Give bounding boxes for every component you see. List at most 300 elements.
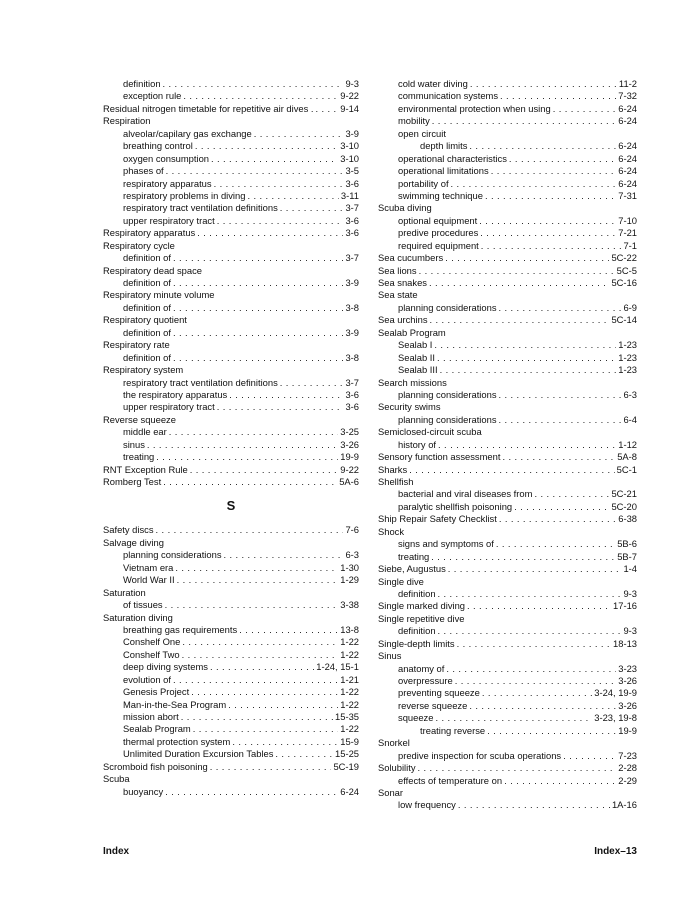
index-page-ref: 9-22 [340, 463, 359, 475]
index-subentry [378, 240, 637, 252]
dot-leader [229, 389, 343, 401]
index-subentry [103, 723, 359, 735]
dot-leader [438, 625, 622, 637]
index-term: signs and symptoms of [398, 538, 494, 550]
dot-leader [448, 563, 622, 575]
index-subentry [378, 352, 637, 364]
index-page-ref: 3-26 [340, 438, 359, 450]
dot-leader [419, 265, 615, 277]
footer-section-title: Index [103, 846, 130, 857]
index-entry [378, 762, 637, 774]
index-column-right [378, 78, 637, 812]
index-term: Sea lions [378, 264, 417, 276]
index-entry [103, 414, 359, 426]
dot-leader [467, 600, 611, 612]
index-term: bacterial and viral diseases from [398, 488, 533, 500]
index-page-ref: 3-23 [618, 662, 637, 674]
index-subentry [378, 675, 637, 687]
dot-leader [438, 439, 616, 451]
index-entry [378, 787, 637, 799]
index-term: squeeze [398, 712, 434, 724]
index-term: Scuba diving [378, 202, 432, 214]
index-term: of tissues [123, 599, 163, 611]
index-subentry [378, 439, 637, 451]
index-subentry [103, 711, 359, 723]
index-page-ref: 1-23 [618, 364, 637, 376]
index-term: treating [123, 451, 155, 463]
index-entry [378, 252, 637, 264]
index-subentry [378, 588, 637, 600]
index-subentry [378, 663, 637, 675]
index-page-ref: 5A-6 [339, 476, 359, 487]
dot-leader [479, 215, 616, 227]
index-term: environmental protection when using [398, 102, 551, 114]
index-page-ref: 3-26 [618, 699, 637, 711]
index-term: Salvage diving [103, 536, 164, 548]
index-term: Respiratory system [103, 364, 184, 376]
index-term: Siebe, Augustus [378, 563, 446, 575]
dot-leader [190, 464, 338, 476]
index-term: reverse squeeze [398, 699, 468, 711]
index-subentry [103, 327, 359, 339]
index-page-ref: 7-31 [618, 189, 637, 201]
index-page-ref: 3-38 [340, 599, 359, 611]
index-subentry [103, 165, 359, 177]
dot-leader [469, 140, 616, 152]
index-subentry [378, 775, 637, 787]
index-page-ref: 6-24 [618, 102, 637, 114]
index-subentry [103, 748, 359, 760]
dot-leader [480, 227, 616, 239]
index-subentry [103, 302, 359, 314]
index-entry [103, 115, 359, 127]
index-page-ref: 1-30 [340, 561, 359, 573]
index-column-left [103, 78, 359, 798]
index-entry [103, 339, 359, 351]
index-entry [378, 563, 637, 575]
index-term: breathing control [123, 140, 193, 152]
index-term: respiratory tract ventilation definitions [123, 202, 278, 214]
index-page-ref: 3-10 [340, 152, 359, 164]
index-term: Single marked diving [378, 600, 466, 612]
index-subentry [378, 687, 637, 699]
index-page-ref: 5C-19 [333, 760, 359, 772]
index-entry [378, 600, 637, 612]
index-term: sinus [123, 438, 145, 450]
index-subentry [103, 699, 359, 711]
index-subentry [378, 90, 637, 102]
index-term: upper respiratory tract [123, 401, 215, 413]
index-term: paralytic shellfish poisoning [398, 500, 513, 512]
dot-leader [496, 538, 615, 550]
index-page-ref: 2-29 [618, 774, 637, 786]
index-term: upper respiratory tract [123, 214, 215, 226]
dot-leader [500, 90, 616, 102]
index-subentry [378, 488, 637, 500]
index-term: mobility [398, 115, 430, 127]
index-page-ref: 3-9 [345, 277, 359, 288]
index-term: Respiratory dead space [103, 264, 203, 276]
index-page-ref: 6-9 [623, 301, 637, 313]
index-subentry [378, 725, 637, 737]
index-page-ref: 3-11 [340, 189, 359, 201]
index-page-ref: 6-3 [345, 549, 359, 561]
index-term: effects of temperature on [398, 774, 503, 786]
index-page-ref: 5B-7 [617, 550, 637, 562]
index-subentry [103, 674, 359, 686]
dot-leader [195, 140, 338, 152]
dot-leader [156, 451, 338, 463]
index-term: thermal protection system [123, 735, 231, 747]
index-page-ref: 5C-5 [616, 264, 637, 276]
dot-leader [239, 624, 338, 636]
index-term: swimming technique [398, 189, 483, 201]
index-term: low frequency [398, 799, 456, 811]
dot-leader [280, 202, 344, 214]
index-page-ref: 3-6 [345, 388, 359, 400]
index-term: Sea state [378, 289, 418, 301]
index-subentry [103, 549, 359, 561]
dot-leader [173, 674, 338, 686]
index-page-ref: 3-26 [618, 675, 637, 686]
index-term: Sealab I [398, 339, 433, 351]
index-term: the respiratory apparatus [123, 388, 228, 400]
index-page-ref: 1-22 [340, 723, 359, 735]
index-term: cold water diving [398, 78, 468, 89]
index-page-ref: 6-3 [623, 388, 637, 400]
index-term: anatomy of [398, 662, 445, 674]
index-subentry [103, 562, 359, 574]
index-term: operational limitations [398, 165, 489, 177]
dot-leader [173, 327, 343, 339]
index-page-ref: 3-9 [345, 127, 359, 139]
index-term: Sharks [378, 463, 408, 475]
dot-leader [165, 599, 339, 611]
index-term: Semiclosed-circuit scuba [378, 426, 482, 438]
index-page-ref: 1-29 [340, 574, 359, 586]
dot-leader [163, 476, 337, 488]
index-page-ref: 7-10 [618, 214, 637, 226]
index-subentry [103, 153, 359, 165]
dot-leader [469, 700, 616, 712]
index-page-ref: 6-24 [618, 115, 637, 127]
index-page-ref: 6-24 [618, 152, 637, 164]
index-entry [378, 451, 637, 463]
index-entry [103, 612, 359, 624]
index-term: Conshelf Two [123, 648, 180, 660]
dot-leader [228, 699, 338, 711]
index-page-ref: 3-7 [345, 202, 359, 214]
dot-leader [437, 352, 616, 364]
dot-leader [280, 377, 344, 389]
dot-leader [429, 277, 609, 289]
index-entry [378, 576, 637, 588]
index-term: portability of [398, 177, 449, 189]
index-entry [378, 202, 637, 214]
index-subentry [378, 389, 637, 401]
index-page-ref: 3-8 [345, 351, 359, 363]
index-term: Security swims [378, 401, 441, 413]
index-term: Sealab Program [378, 326, 446, 338]
index-term: Respiratory rate [103, 339, 170, 351]
index-subentry [103, 252, 359, 264]
dot-leader [173, 277, 343, 289]
index-entry [103, 364, 359, 376]
index-page-ref: 1A-16 [611, 799, 637, 811]
index-term: planning considerations [398, 413, 497, 425]
index-term: Sealab II [398, 351, 436, 363]
dot-leader [509, 153, 616, 165]
index-page-ref: 6-38 [618, 513, 637, 525]
index-entry [103, 587, 359, 599]
index-term: phases of [123, 165, 164, 177]
dot-leader [418, 762, 617, 774]
index-subentry [103, 439, 359, 451]
index-entry [103, 524, 359, 536]
index-term: definition of [123, 326, 171, 338]
index-subentry [378, 750, 637, 762]
index-page-ref: 15-25 [335, 748, 359, 760]
index-entry [103, 464, 359, 476]
index-page-ref: 3-6 [345, 177, 359, 189]
index-term: Sea snakes [378, 277, 427, 288]
index-term: Safety discs [103, 524, 154, 536]
dot-leader [499, 513, 616, 525]
index-page-ref: 1-22 [340, 698, 359, 710]
index-page-ref: 7-6 [345, 524, 359, 536]
index-subentry [378, 501, 637, 513]
dot-leader [147, 439, 338, 451]
index-entry [103, 773, 359, 785]
index-page-ref: 3-23, 19-8 [594, 712, 637, 724]
index-page-ref: 15-35 [335, 711, 359, 722]
index-term: Residual nitrogen timetable for repetitive air dives . [103, 102, 314, 114]
index-term: Single repetitive dive [378, 612, 465, 624]
index-subentry [103, 686, 359, 698]
index-subentry [103, 190, 359, 202]
index-subentry [103, 90, 359, 102]
index-subentry [103, 574, 359, 586]
index-term: treating [398, 550, 430, 562]
index-entry [378, 314, 637, 326]
index-page-ref: 7-21 [618, 227, 637, 239]
dot-leader [210, 661, 314, 673]
index-term: buoyancy [123, 785, 164, 797]
index-term: exception rule [123, 90, 182, 102]
index-entry [378, 265, 637, 277]
index-entry [103, 761, 359, 773]
index-entry [378, 426, 637, 438]
index-term: Respiratory minute volume [103, 289, 215, 301]
index-subentry [378, 103, 637, 115]
dot-leader [183, 90, 338, 102]
index-term: alveolar/capilary gas exchange [123, 127, 252, 139]
index-subentry [103, 451, 359, 463]
dot-leader [491, 165, 617, 177]
index-entry [378, 277, 637, 289]
index-subentry [378, 178, 637, 190]
index-subentry [103, 636, 359, 648]
index-entry [103, 265, 359, 277]
index-page-ref: 5C-16 [611, 277, 637, 288]
index-subentry [103, 786, 359, 798]
index-entry [378, 513, 637, 525]
index-subentry [378, 302, 637, 314]
index-page-ref: 1-22 [340, 686, 359, 698]
index-entry [103, 537, 359, 549]
dot-leader [563, 750, 616, 762]
index-term: evolution of [123, 673, 171, 685]
index-page-ref: 7-1 [623, 239, 637, 251]
index-subentry [103, 401, 359, 413]
index-term: Sensory function assessment [378, 451, 501, 463]
index-page-ref: 19-9 [618, 724, 637, 736]
index-page-ref: 1-24, 15-1 [316, 661, 359, 673]
index-subentry [103, 352, 359, 364]
index-subentry [378, 115, 637, 127]
dot-leader [182, 636, 338, 648]
dot-leader [435, 712, 592, 724]
index-subentry [103, 426, 359, 438]
dot-leader [553, 103, 617, 115]
index-page-ref: 3-6 [345, 227, 359, 239]
index-page-ref: 1-21 [340, 673, 359, 685]
index-subentry [378, 165, 637, 177]
dot-leader [210, 761, 332, 773]
index-subentry [378, 700, 637, 712]
index-page-ref: 19-9 [340, 451, 359, 463]
index-page-ref: 3-7 [345, 252, 359, 264]
dot-leader [211, 153, 338, 165]
index-page-ref: 5C-21 [611, 488, 637, 500]
index-subentry [103, 599, 359, 611]
index-term: Search missions [378, 376, 447, 388]
dot-leader [224, 549, 344, 561]
index-page-ref: 9-3 [345, 78, 359, 89]
index-term: definition [398, 587, 436, 599]
dot-leader [487, 725, 616, 737]
dot-leader [156, 524, 344, 536]
dot-leader [165, 786, 338, 798]
dot-leader [499, 414, 622, 426]
index-term: history of [398, 438, 437, 450]
index-page-ref: 3-7 [345, 376, 359, 388]
dot-leader [485, 190, 616, 202]
dot-leader [445, 252, 609, 264]
index-entry [378, 613, 637, 625]
index-subentry [378, 364, 637, 376]
index-subentry [103, 736, 359, 748]
index-term: Ship Repair Safety Checklist [378, 513, 497, 525]
index-subentry [378, 215, 637, 227]
index-term: planning considerations [123, 549, 222, 561]
index-subentry [378, 551, 637, 563]
index-entry [103, 103, 359, 115]
index-term: definition of [123, 351, 171, 363]
index-subentry [378, 140, 637, 152]
index-subentry [103, 178, 359, 190]
dot-leader [499, 389, 622, 401]
index-subentry [103, 277, 359, 289]
dot-leader [432, 115, 616, 127]
index-term: Shock [378, 525, 405, 537]
index-term: respiratory apparatus [123, 177, 212, 189]
index-subentry [103, 649, 359, 661]
dot-leader [173, 352, 343, 364]
index-page-ref: 9-3 [623, 587, 637, 599]
index-page-ref: 1-23 [618, 351, 637, 363]
dot-leader [217, 215, 344, 227]
index-term: Snorkel [378, 737, 410, 749]
index-term: Conshelf One [123, 636, 181, 648]
index-term: communication systems [398, 90, 499, 102]
index-subentry [378, 799, 637, 811]
index-term: breathing gas requirements [123, 623, 238, 635]
index-term: Genesis Project [123, 686, 190, 698]
dot-leader [214, 178, 344, 190]
dot-leader [197, 227, 343, 239]
index-term: Respiratory apparatus [103, 227, 196, 239]
index-term: Vietnam era [123, 561, 174, 573]
index-term: definition of [123, 277, 171, 288]
dot-leader [275, 748, 333, 760]
dot-leader [482, 687, 592, 699]
index-subentry [103, 624, 359, 636]
index-page-ref: 1-23 [618, 339, 637, 351]
index-entry [378, 377, 637, 389]
index-page-ref: 3-24, 19-9 [594, 687, 637, 699]
index-page-ref: 7-32 [618, 90, 637, 102]
index-page-ref: 5C-1 [616, 463, 637, 475]
index-subentry [103, 389, 359, 401]
index-entry [378, 650, 637, 662]
section-letter-heading: S [226, 498, 236, 514]
index-page-ref: 3-9 [345, 326, 359, 338]
index-subentry [103, 140, 359, 152]
index-page-ref: 3-5 [345, 165, 359, 177]
index-subentry [378, 190, 637, 202]
dot-leader [481, 240, 622, 252]
index-term: definition [398, 625, 436, 637]
index-term: depth limits [420, 140, 468, 152]
dot-leader [173, 302, 343, 314]
index-term: deep diving systems [123, 661, 208, 673]
dot-leader [514, 501, 609, 513]
dot-leader [217, 401, 344, 413]
dot-leader [232, 736, 338, 748]
index-term: oxygen consumption [123, 152, 209, 164]
dot-leader [502, 451, 615, 463]
index-term: definition of [123, 252, 171, 264]
index-page-ref: 3-6 [345, 401, 359, 413]
index-entry [378, 737, 637, 749]
index-page-ref: 6-24 [618, 165, 637, 177]
index-term: middle ear [123, 426, 167, 438]
index-subentry [378, 128, 637, 140]
index-entry [378, 401, 637, 413]
index-page-ref: 1-22 [340, 648, 359, 660]
index-term: World War II [123, 574, 175, 586]
index-term: overpressure [398, 675, 453, 686]
index-term: respiratory tract ventilation definitions [123, 376, 278, 388]
dot-leader [451, 178, 617, 190]
index-term: Unlimited Duration Excursion Tables [123, 748, 274, 760]
dot-leader [431, 551, 615, 563]
index-page-ref: 18-13 [613, 637, 637, 649]
index-term: planning considerations [398, 388, 497, 400]
index-subentry [103, 661, 359, 673]
index-page-ref: 5C-20 [611, 500, 637, 512]
